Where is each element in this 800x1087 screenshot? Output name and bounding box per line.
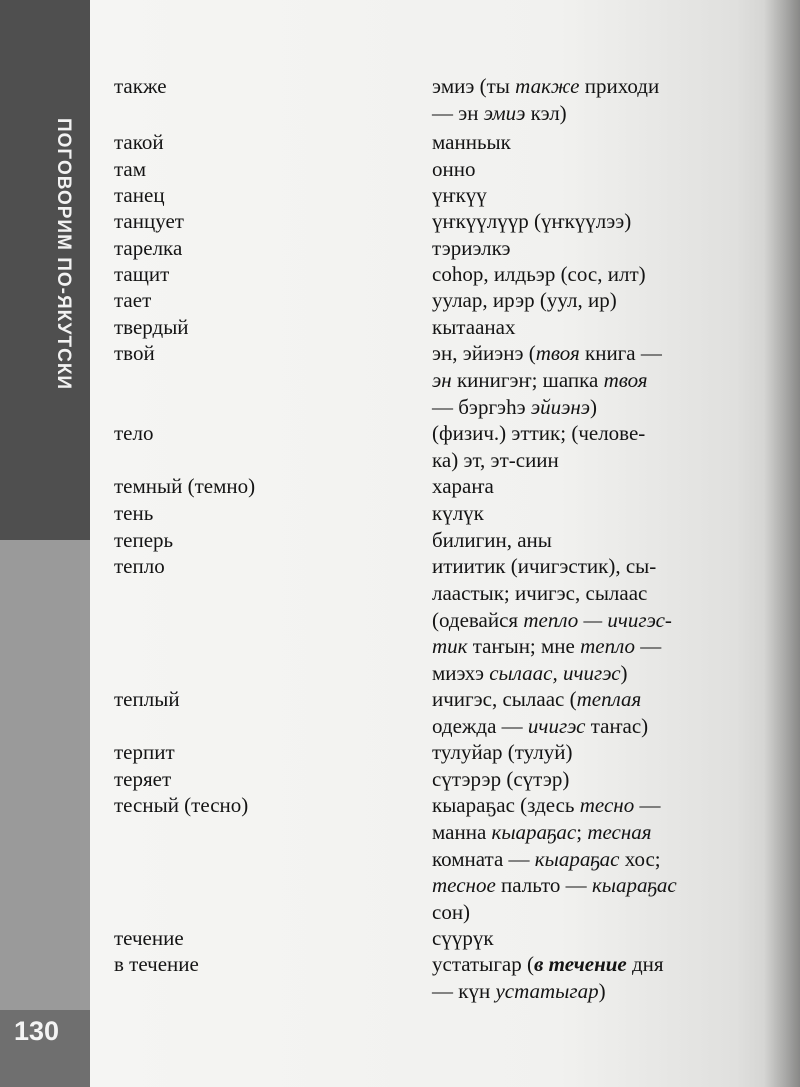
entry-term: твой	[114, 341, 155, 365]
definition-line: сүүрүк	[432, 926, 494, 950]
sidebar-title: ПОГОВОРИМ ПО-ЯКУТСКИ	[53, 118, 74, 391]
definition-line: лаастык; ичигэс, сылаас	[432, 580, 648, 605]
definition-line: — күн устатыгар)	[432, 978, 606, 1003]
definition-line: эн, эйиэнэ (твоя книга —	[432, 341, 662, 365]
entry-term: в течение	[114, 952, 199, 976]
definition-line: тик таҥын; мне тепло —	[432, 634, 662, 659]
definition-line: сүтэрэр (сүтэр)	[432, 767, 570, 791]
entry-term: там	[114, 157, 147, 181]
definition-line: комната — кыараҕас хос;	[432, 846, 661, 871]
entry-term: такой	[114, 130, 164, 154]
entry-definition	[432, 261, 737, 288]
entry-definition	[432, 739, 737, 766]
definition-line: кыараҕас (здесь тесно —	[432, 793, 661, 817]
entry-definition	[432, 473, 737, 500]
definition-line: тесное пальто — кыараҕас	[432, 873, 677, 898]
definition-line: манна кыараҕас; тесная	[432, 819, 652, 844]
definition-line: соһор, илдьэр (сос, илт)	[432, 262, 646, 286]
entry-definition	[432, 182, 737, 209]
definition-line: кытаанах	[432, 315, 516, 339]
entry-definition	[432, 792, 737, 926]
definition-line: одежда — ичигэс таҥас)	[432, 713, 649, 738]
entry-term: терпит	[114, 740, 175, 764]
page-number: 130	[14, 1016, 60, 1046]
entry-definition	[432, 156, 737, 183]
definition-line: манньык	[432, 130, 511, 154]
definition-line: (одевайся тепло — ичигэс-	[432, 607, 672, 632]
definition-line: үҥкүүлүүр (үҥкүүлээ)	[432, 209, 632, 233]
entry-definition	[432, 500, 737, 527]
entry-definition	[432, 553, 737, 687]
entry-definition	[432, 129, 737, 156]
entry-definition	[432, 925, 737, 952]
entry-term: тепло	[114, 554, 165, 578]
definition-line: күлүк	[432, 501, 484, 525]
entry-definition	[432, 686, 737, 740]
definition-line: тулуйар (тулуй)	[432, 740, 573, 764]
definition-line: устатыгар (в течение дня	[432, 952, 664, 976]
definition-line: итиитик (ичигэстик), сы-	[432, 554, 657, 578]
entry-definition	[432, 340, 737, 420]
entry-definition	[432, 208, 737, 235]
entry-term: тело	[114, 421, 154, 445]
definition-line: эмиэ (ты также приходи	[432, 74, 660, 98]
entry-term: течение	[114, 926, 184, 950]
entry-definition	[432, 420, 737, 474]
entry-definition	[432, 314, 737, 341]
entry-definition	[432, 287, 737, 314]
definition-line: (физич.) эттик; (челове-	[432, 421, 646, 445]
entry-definition	[432, 527, 737, 554]
definition-line: — бэргэһэ эйиэнэ)	[432, 394, 598, 419]
entry-term: танец	[114, 183, 165, 207]
entry-term: твердый	[114, 315, 189, 339]
entry-definition	[432, 73, 737, 127]
definition-line: миэхэ сылаас, ичигэс)	[432, 661, 628, 686]
entry-definition	[432, 766, 737, 793]
entry-definition	[432, 235, 737, 262]
definition-line: үҥкүү	[432, 183, 487, 207]
entry-term: тарелка	[114, 236, 183, 260]
definition-line: сон)	[432, 900, 471, 925]
definition-line: билигин, аны	[432, 528, 552, 552]
entry-definition	[432, 951, 737, 1005]
definition-line: хараҥа	[432, 474, 494, 498]
entry-term: тащит	[114, 262, 170, 286]
entry-term: танцует	[114, 209, 184, 233]
definition-line: уулар, ирэр (уул, ир)	[432, 288, 617, 312]
entry-term: тень	[114, 501, 154, 525]
entry-term: тесный (тесно)	[114, 793, 249, 817]
entry-term: темный (темно)	[114, 474, 256, 498]
definition-line: онно	[432, 157, 476, 181]
entry-term: теплый	[114, 687, 180, 711]
definition-line: тэриэлкэ	[432, 236, 511, 260]
entry-term: также	[114, 74, 167, 98]
definition-line: эн кинигэҥ; шапка твоя	[432, 367, 648, 392]
entry-term: тает	[114, 288, 152, 312]
entry-term: теряет	[114, 767, 172, 791]
entry-term: теперь	[114, 528, 174, 552]
definition-line: ичигэс, сылаас (теплая	[432, 687, 642, 711]
definition-line: ка) эт, эт-сиин	[432, 447, 559, 472]
definition-line: — эн эмиэ кэл)	[432, 100, 567, 125]
